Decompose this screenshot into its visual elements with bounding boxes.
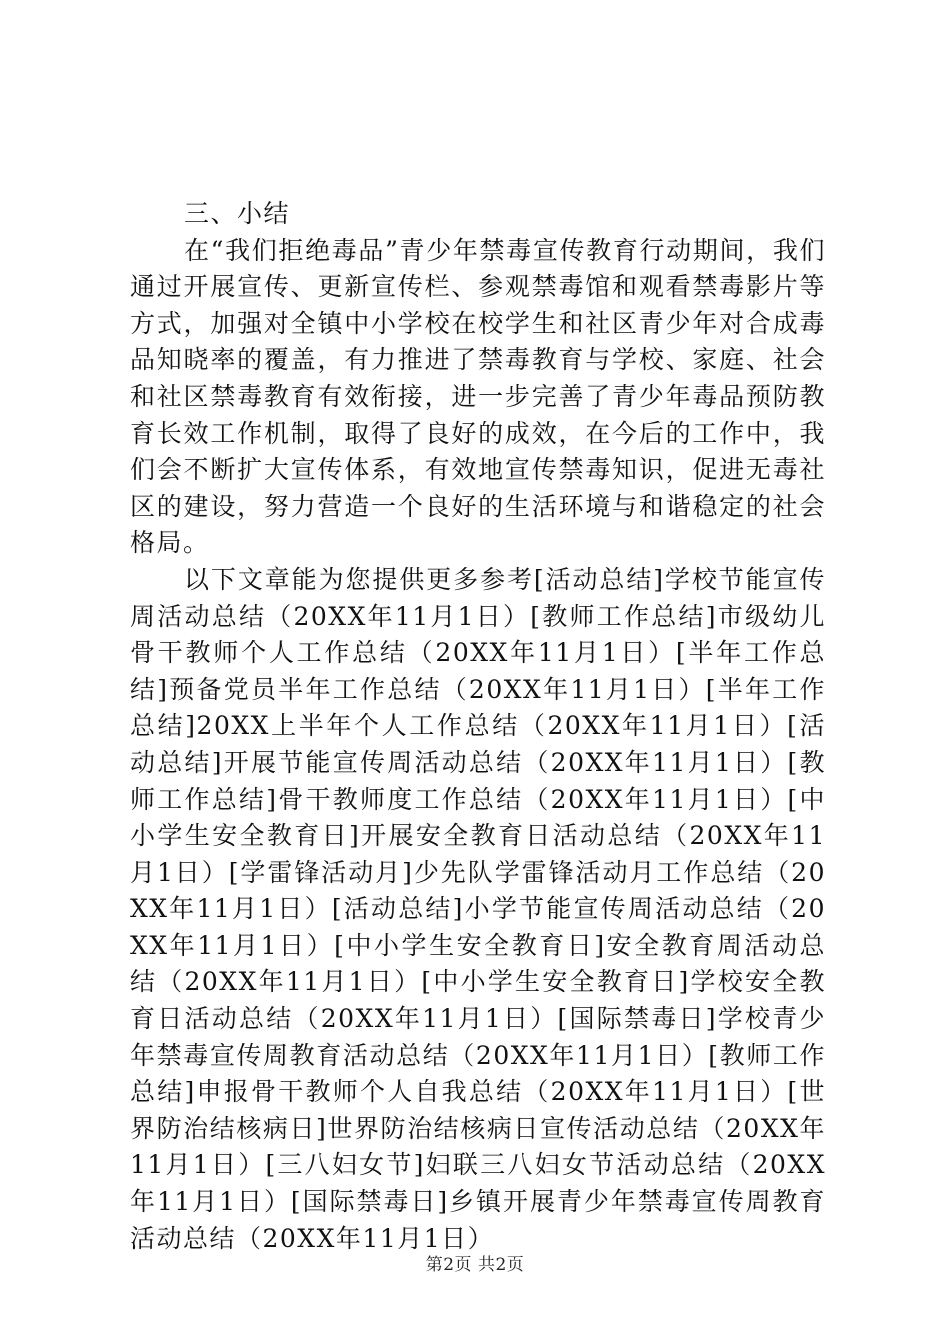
document-body [130, 196, 826, 1257]
page-number-footer: 第2页 共2页 [425, 1255, 525, 1275]
section-heading: 三、小结 [184, 199, 291, 228]
related-articles-paragraph: 以下文章能为您提供更多参考[活动总结]学校节能宣传周活动总结（20XX年11月1日）[教师工作总结]市级幼儿骨干教师个人工作总结（20XX年11月1日）[半年工作总结]预备党员半年工作总结（20XX年11月1日）[半年工作总结]20XX上半年个人工作总结（20XX年11月1日）[活动总结]开展节能宣传周活动总结（20XX年11月1日）[教师工作总结]骨干教师度工作总结（20XX年11月1日）[中小学生安全教育日]开展安全教育日活动总结（20XX年11月1日）[学雷锋活动月]少先队学雷锋活动月工作总结（20XX年11月1日）[活动总结]小学节能宣传周活动总结（20XX年11月1日）[中小学生安全教育日]安全教育周活动总结（20XX年11月1日）[中小学生安全教育日]学校安全教育日活动总结（20XX年11月1日）[国际禁毒日]学校青少年禁毒宣传周教育活动总结（20XX年11月1日）[教师工作总结]申报骨干教师个人自我总结（20XX年11月1日）[世界防治结核病日]世界防治结核病日宣传活动总结（20XX年11月1日）[三八妇女节]妇联三八妇女节活动总结（20XX年11月1日）[国际禁毒日]乡镇开展青少年禁毒宣传周教育活动总结（20XX年11月1日） [130, 564, 826, 1253]
summary-paragraph: 在“我们拒绝毒品”青少年禁毒宣传教育行动期间，我们通过开展宣传、更新宣传栏、参观禁毒馆和观看禁毒影片等方式，加强对全镇中小学校在校学生和社区青少年对合成毒品知晓率的覆盖，有力推进了禁毒教育与学校、家庭、社会和社区禁毒教育有效衔接，进一步完善了青少年毒品预防教育长效工作机制，取得了良好的成效，在今后的工作中，我们会不断扩大宣传体系，有效地宣传禁毒知识，促进无毒社区的建设，努力营造一个良好的生活环境与和谐稳定的社会格局。 [130, 235, 826, 558]
